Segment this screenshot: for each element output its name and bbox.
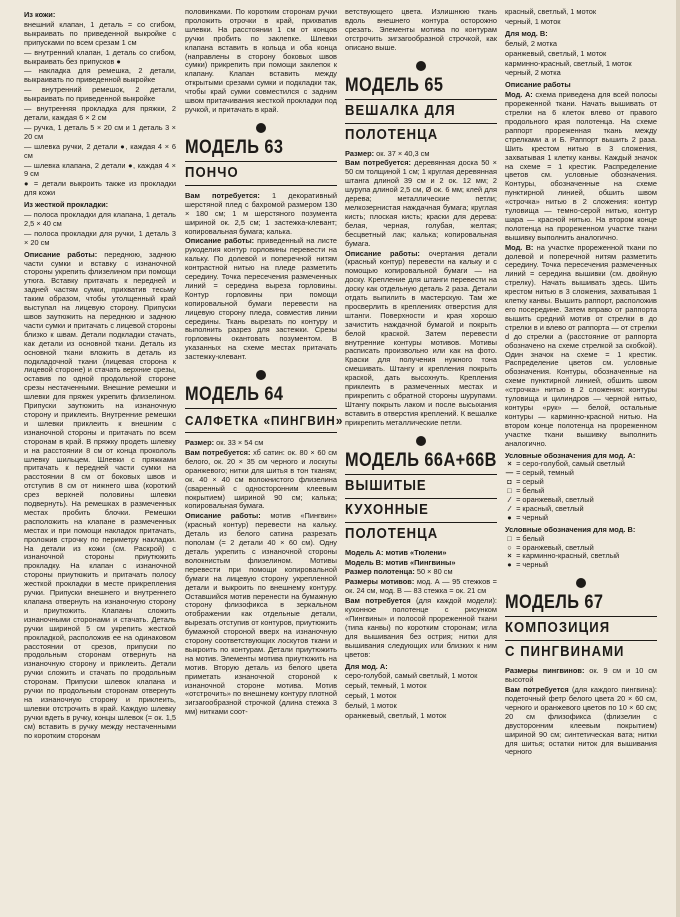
column-2 bbox=[185, 7, 344, 718]
m66-fa-title: Для мод. А: bbox=[345, 661, 388, 671]
model-64-name: САЛФЕТКА «ПИНГВИН» bbox=[185, 413, 344, 429]
m66-materials-label: Вам потребуется bbox=[345, 596, 411, 606]
divider bbox=[345, 522, 497, 523]
m67-materials-text: (для каждого пингвина): подеточный фетр белого цвета 20 × 60 см, черного и оранжевого цветов по 10 × 60 см; 20 см флизофикса (флизелин с двусторонним клеевым покрытием) шириной 90 см; синтетическая вата; нитки для шитья; остатки ниток для вышивания черного bbox=[505, 685, 657, 757]
divider bbox=[505, 640, 657, 641]
thread-line: серый, темный, 1 моток bbox=[345, 681, 427, 691]
m64-size-text: ок. 33 × 54 см bbox=[216, 438, 264, 448]
m66-size-text: 50 × 80 см bbox=[416, 567, 453, 577]
work-text: переднюю, заднюю части сумки и вставку с изнаночной стороны укрепить флизелином при помощи утюга. Вставку притачать к передней и задней частям сумки, прихватив тесьму таким образом, чтобы утолщенный край выступал на лицевую сторону. Припуски швов заутюжить на переднюю и заднюю части сумки и притачать с лицевой стороны близко к швам. Детали подкладки стачать, как детали из основной ткани. Деталь из основной ткани вложить в деталь из подкладочной ткани (лицевая сторона к лицевой стороне) и стачать верхние срезы, оставив по одной продольной стороне срезы нестаченными. Внешние ремешки и шлевки для пряжек укрепить флизелином. Припуски заутюжить на изнаночную сторону и приклеить. Внутренние ремешки и шлевки приклеить к внешним с изнаночной стороны и притачать по всем сторонам в край. В пряжку продеть шлевку и на расстоянии 8 см от конца прокололь шлевку шильцем. Шлевки с пряжками притачать к передней части сумки на расстоянии 8 см от боковых швов и отступив 8 см от нижнего шва (короткий срез верхней половины шлевки подвернуть). На ремешках в размеченных местах пробить блочки. Ремешки расположить на клапане в размеченных местах и при помощи накладок притачать, проложив строчку по периметру накладки. На детали из кожи (см. Раскрой) с изнаночной стороны приутюжить прокладку. На клапан с изнаночной стороны приутюжить и притачать полосу жесткой прокладки в месте прикрепления ручки. Припуски внешнего и внутреннего клапана отвернуть на изнаночную сторону и приутюжить. Клапаны сложить изнаночными сторонами и стачать. Деталь ручки шириной 5 см укрепить жесткой прокладкой, расположив ее на одинаковом расстоянии от срезов, припуски по продольным сторонам отвернуть на изнаночную сторону и приклеить. Детали ручки сложить и стачать по продольным сторонам. Припуски шлевок клапана и ручки по продольным сторонам отвернуть на изнаночную сторону и приклеить, шлевки отстрочить в край. Каждую шлевку ручки вдеть в ручку, концы шлевок (= ок. 1,5 см) вставить в ручку между нестаченными по коротким сторонам bbox=[24, 249, 176, 740]
legend-symbol: ○ bbox=[507, 542, 512, 552]
divider bbox=[345, 474, 497, 475]
divider bbox=[345, 123, 497, 124]
m64-materials-text: хб сатин: ок. 80 × 60 см белого, ок. 20 × 35 см черного и лоскуты оранжевого; нитки для шитья в тон тканям; ок. 40 × 40 см волокнистого флизелина (сваренный с односторонним клеевым покрытием) шириной 90 см; калька; копировальная бумага. bbox=[185, 448, 338, 511]
thread-line: белый, 1 моток bbox=[345, 701, 397, 711]
m63-materials-text: 1 декоративный шерстяной плед с бахромой размером 130 × 180 см; 1 м шерстяного позумента шириной ок. 2,5 см; 1 застежка-клевант; копировальная бумага; калька. bbox=[185, 190, 337, 236]
m63-work-label: Описание работы: bbox=[185, 236, 255, 246]
legend-symbol: — bbox=[505, 468, 514, 478]
m65-work-label: Описание работы: bbox=[345, 248, 420, 258]
divider bbox=[185, 432, 337, 433]
m64-materials bbox=[185, 449, 337, 511]
model-66-title: МОДЕЛЬ 66A+66B bbox=[345, 449, 497, 471]
work-label: Описание работы: bbox=[24, 249, 98, 259]
leather-line: — шлевка клапана, 2 детали ●, каждая 4 × 9 см bbox=[24, 160, 176, 179]
model-66-name-1: ВЫШИТЫЕ bbox=[345, 477, 427, 494]
m65-size-label: Размер: bbox=[345, 148, 375, 158]
m66-motif-text: мод. А — 95 стежков = ок. 24 см, мод. В — 83 стежка = ок. 21 см bbox=[345, 577, 497, 596]
legend-symbol: □ bbox=[507, 533, 512, 543]
legend-a-title: Условные обозначения для мод. А: bbox=[505, 450, 636, 460]
model-66-name-3: ПОЛОТЕНЦА bbox=[345, 525, 439, 542]
leather-line: внешний клапан, 1 деталь = со сгибом, выкраивать по приведенной выкройке с припусками по всем срезам 1 см bbox=[24, 19, 176, 47]
divider bbox=[345, 99, 497, 100]
stiff-title: Из жесткой прокладки: bbox=[24, 200, 109, 210]
legend-text: = белый bbox=[516, 533, 545, 543]
model-65-title: МОДЕЛЬ 65 bbox=[345, 74, 444, 96]
bullet-dot bbox=[416, 61, 426, 71]
thread-line: серо-голубой, самый светлый, 1 моток bbox=[345, 671, 478, 681]
legend-b bbox=[505, 526, 657, 571]
legend-text: = черный bbox=[516, 512, 549, 522]
divider bbox=[185, 161, 337, 162]
legend-symbol: ● bbox=[507, 512, 512, 522]
leather-title: Из кожи: bbox=[24, 10, 56, 19]
bullet-dot bbox=[416, 436, 426, 446]
legend-text: = красный, светлый bbox=[516, 503, 584, 513]
legend-text: = серый bbox=[516, 477, 544, 487]
m65-size bbox=[345, 150, 497, 159]
m66-materials-text: (для каждой модели): кухонное полотенце с рисунком «Пингвины» и полосой прореженной ткани (типа канвы) по коротким сторонам; игла для вышивания без острия; нитки для вышивания следующих или близких к ним цветов: bbox=[345, 596, 497, 659]
divider bbox=[505, 616, 657, 617]
leather-line: — ручка, 1 деталь 5 × 20 см и 1 деталь 3 × 20 см bbox=[24, 122, 176, 141]
thread-line: серый, 1 моток bbox=[345, 691, 397, 701]
m66-materials bbox=[345, 597, 497, 659]
stiff-line: — полоса прокладки для клапана, 1 деталь 2,5 × 40 см bbox=[24, 210, 176, 228]
legend-text: = оранжевый, светлый bbox=[516, 495, 594, 505]
m64-work-text: мотив «Пингвин» (красный контур) перевести на кальку. Деталь из белого сатина разрезать пополам (= 2 детали 40 × 60 см). Одну деталь укрепить с изнаночной стороны волокнистым флизелином. Мотивы перевести при помощи копировальной бумаги на лицевую сторону укрепленной детали и выкроить по внешнему контуру. Оставшийся мотив перенести на бумажную сторону флизофикса в зеркальном отображении как отдельные детали, вырезать отступив от контуров, приутюжить бумажной стороной вверх на изнаночную сторону соответствующих лоскутов ткани и выкроить по контурам. Детали приутюжить на мотив. Элементы мотива приутюжить на мотив. Вторую деталь из белого цвета приметать изнаночной стороной к изнаночной стороне мотива. Мотив «отстрочить» по внешнему контуру плотной зигзагообразной строчкой (длина стежка 3 мм) нитками соот- bbox=[185, 511, 337, 717]
m64-continuation: ветствующего цвета. Излишнюю ткань вдоль внешнего контура осторожно срезать. Элементы мотива по контурам отстрочить зигзагообразной строчкой, как описано выше. bbox=[345, 7, 497, 52]
m63-materials bbox=[185, 192, 337, 237]
m63-work-text: приведенный на листе рукоделия контур горловины перевести на кальку. По долевой и поперечной нитям контрастной нитью на пледе разметить середину. Точка пересечения размеченных линий = середина выреза горловины. Контур горловины при помощи копировальной бумаги перевести на лицевую сторону пледа, совместив линии середины. Ткань вырезать по контуру и выполнить разрез для застежки. Срезы горловины окантовать позументом. В указанных на схеме местах притачать застежку-клевант. bbox=[185, 236, 337, 362]
m66-b-line: Модель В: мотив «Пингвины» bbox=[345, 557, 456, 567]
legend-symbol: ∕ bbox=[508, 495, 511, 505]
model-63-name: ПОНЧО bbox=[185, 164, 239, 181]
model-67-name-2: С ПИНГВИНАМИ bbox=[505, 644, 625, 661]
legend-item bbox=[505, 561, 657, 570]
thread-line: красный, светлый, 1 моток bbox=[505, 7, 597, 16]
m64-materials-label: Вам потребуется: bbox=[185, 448, 251, 457]
m64-size-label: Размер: bbox=[185, 438, 215, 448]
m64-size bbox=[185, 439, 337, 448]
legend-symbol: ◘ bbox=[507, 477, 512, 487]
legend-symbol: ⁄ bbox=[508, 503, 511, 513]
m65-work-text: очертания детали (красный контур) перевести на кальку и с помощью копировальной бумаги — на доску. Крепление для штанги перевести на доску как отдельную деталь 2 раза. Детали отдать выпилить в мастерскую. Там же просверлить в креплениях отверстия для штанги. Поверхности и края хорошо зачистить наждачной бумагой и покрыть белой краской. Затем перевести внутренние контуры мотивов. Мотивы расписать произвольно или как на фото. Краски для получения нужного тона смешивать. Штангу и крепления покрыть краской, дать высохнуть. Крепления приклеить в размеченных местах и прикрепить с обратной стороны шурупами. Штангу покрыть лаком и после высыхания вставить в отверстия креплений. К вешалке прикрепить металлические петли. bbox=[345, 248, 497, 427]
bullet-dot bbox=[576, 578, 586, 588]
work-b-text: на участке прореженной ткани по долевой и поперечной нитям разметить середину. Точка пересечения размеченных линий = середина вышивки (см. двойную стрелку). Начать вышивать здесь. Шить крестом нитью в 3 сложения, захватывая 1 клетку канвы. Вышить раппорт, расположив его посередине. Затем вправо от раппорта вышить средний мотив от стрелки в до стрелки в и влево от раппорта — от стрелки d до стрелки а (расстояние от раппорта обозначено на схеме стрелкой за скобкой). Один значок на схеме = 1 крестик. Распределение цветов см. условные обозначения. Контуры, обозначенные на схеме пунктирной линией, обшить швом «строчка» нитью в 2 сложения: контуры туловища и цилиндров — черной нитью, контуры «рук» — белой, остальные контуры — карминно-красной нитью. На втором конце полотенца на прореженном участке ткани вышивку выполнить аналогично. bbox=[505, 242, 657, 448]
legend-b-title: Условные обозначения для мод. В: bbox=[505, 524, 636, 534]
divider bbox=[185, 408, 337, 409]
m63-work bbox=[185, 237, 337, 362]
model-65-name-2: ПОЛОТЕНЦА bbox=[345, 126, 439, 143]
m66-a-line: Модель А: мотив «Тюлени» bbox=[345, 547, 447, 557]
thread-line: карминно-красный, светлый, 1 моток bbox=[505, 58, 632, 68]
m66-size-label: Размер полотенца: bbox=[345, 567, 415, 577]
legend-text: = серый, темный bbox=[516, 468, 574, 478]
legend-text: = белый bbox=[516, 486, 545, 496]
leather-line: — шлевка ручки, 2 детали ●, каждая 4 × 6 см bbox=[24, 141, 176, 160]
legend-symbol: □ bbox=[507, 486, 512, 496]
work-description bbox=[24, 251, 176, 741]
model-64-header bbox=[185, 370, 344, 433]
divider bbox=[345, 498, 497, 499]
work-a-text: схема приведена для всей полосы прореженной ткани. Начать вышивать от стрелки на 6 клеток влево от правого продольного края полотенца. На схеме раппорт прореженная ткань между стрелками а и Б. Раппорт вышить 2 раза. Шить крестом нитью в 3 сложения, захватывая 1 клетку канвы. Каждый значок на схеме = 1 крестик. Распределение цветов см. условные обозначения. Контуры, обозначенные на схеме пунктирной линией, обшить швом «строчка» нитью в 2 сложения: контур туловища — темно-серой нитью, контур шара — красной нитью. На втором конце полотенца на прореженном участке ткани вышивку выполнить аналогично. bbox=[505, 90, 657, 242]
legend-symbol: ● bbox=[507, 560, 512, 570]
model-67-name-1: КОМПОЗИЦИЯ bbox=[505, 620, 611, 637]
leather-line: ● = детали выкроить также из прокладки для кожи bbox=[24, 179, 176, 198]
leather-line: — накладка для ремешка, 2 детали, выкраивать по приведенной выкройке bbox=[24, 66, 176, 85]
model-67-title: МОДЕЛЬ 67 bbox=[505, 592, 604, 614]
legend-text: = черный bbox=[516, 560, 549, 570]
leather-line: — внутренняя прокладка для пряжки, 2 детали, каждая 6 × 2 см bbox=[24, 104, 176, 122]
bullet-dot bbox=[256, 123, 266, 133]
m65-materials-label: Вам потребуется: bbox=[345, 158, 412, 168]
bag-continuation: половинками. По коротким сторонам ручки проложить отрочки в край, прихватив шлевки. На расстоянии 1 см от концов ручки пробить по заклепке. Шлевки клапана вставить в кольца и оба конца (направлены в сторону боковых швов сумки) прикрепить при помощи заклепок к клапану. Клапан вставить между открытыми срезами сумки и подкладки так, чтобы край сумки совместился с задним швом притачивания жесткой прокладки под ручкой, и притачать в край. bbox=[185, 7, 337, 114]
work-heading: Описание работы bbox=[505, 80, 571, 90]
column-4 bbox=[505, 8, 657, 758]
column-1 bbox=[24, 8, 176, 742]
work-a-label: Мод. А: bbox=[505, 90, 533, 100]
model-67-header bbox=[505, 578, 657, 661]
leather-line: — внутренний клапан, 1 деталь со сгибом, выкраивать без припусков ● bbox=[24, 47, 176, 66]
legend-symbol: × bbox=[507, 459, 512, 469]
m65-work bbox=[345, 250, 497, 428]
thread-line: оранжевый, светлый, 1 моток bbox=[345, 711, 447, 721]
model-63-header bbox=[185, 123, 337, 186]
m65-materials-text: деревянная доска 50 × 50 см толщиной 1 см; 1 круглая деревянная штанга длиной 39 см и 2 ок. 12 мм; 2 шурупа длиной 2,5 см, Ø ок. 6 мм; клей для дерева; металлические петли; мелкозернистая наждачная бумага; круглая кисть; плоская кисть; краски для дерева: белая, черная, голубая, желтая; бесцветный лак; калька; копировальная бумага. bbox=[345, 158, 497, 248]
work-b-label: Мод. В: bbox=[505, 242, 534, 252]
model-64-title: МОДЕЛЬ 64 bbox=[185, 384, 284, 406]
legend-a bbox=[505, 452, 657, 523]
thread-line: оранжевый, светлый, 1 моток bbox=[505, 48, 607, 58]
divider bbox=[185, 185, 337, 186]
stiff-line: — полоса прокладки для ручки, 1 деталь 3 × 20 см bbox=[24, 228, 176, 247]
m66-motif-label: Размеры мотивов: bbox=[345, 577, 415, 587]
legend-text: = оранжевый, светлый bbox=[516, 542, 594, 552]
work-a bbox=[505, 91, 657, 242]
thread-line: черный, 1 моток bbox=[505, 16, 561, 26]
m66-motif bbox=[345, 578, 497, 596]
work-b bbox=[505, 244, 657, 449]
m65-materials bbox=[345, 159, 497, 248]
legend-text: = карминно-красный, светлый bbox=[516, 551, 620, 561]
model-65-name-1: ВЕШАЛКА ДЛЯ bbox=[345, 102, 456, 119]
model-65-header bbox=[345, 61, 497, 144]
thread-line: черный, 2 мотка bbox=[505, 68, 561, 78]
legend-text: = серо-голубой, самый светлый bbox=[516, 459, 625, 469]
model-66-header bbox=[345, 436, 497, 543]
legend-symbol: × bbox=[507, 551, 512, 561]
m67-size bbox=[505, 667, 657, 685]
m67-materials-label: Вам потребуется bbox=[505, 685, 569, 695]
column-3 bbox=[345, 8, 497, 722]
bullet-dot bbox=[256, 370, 266, 380]
fb-title: Для мод. В: bbox=[505, 28, 548, 38]
model-63-title: МОДЕЛЬ 63 bbox=[185, 136, 284, 158]
page-edge bbox=[676, 0, 680, 917]
leather-line: — внутренний ремешок, 2 детали, выкраивать по приведенной выкройке bbox=[24, 85, 176, 104]
m67-size-text: ок. 9 см и 10 см высотой bbox=[505, 666, 657, 685]
model-66-name-2: КУХОННЫЕ bbox=[345, 501, 429, 518]
m66-size bbox=[345, 568, 497, 577]
thread-line: белый, 2 мотка bbox=[505, 38, 557, 48]
m65-size-text: ок. 37 × 40,3 см bbox=[376, 148, 430, 158]
m64-work bbox=[185, 512, 337, 717]
m67-size-label: Размеры пингвинов: bbox=[505, 666, 585, 676]
legend-item bbox=[505, 514, 657, 523]
m63-materials-label: Вам потребуется: bbox=[185, 190, 260, 200]
m67-materials bbox=[505, 686, 657, 757]
m64-work-label: Описание работы: bbox=[185, 511, 261, 521]
